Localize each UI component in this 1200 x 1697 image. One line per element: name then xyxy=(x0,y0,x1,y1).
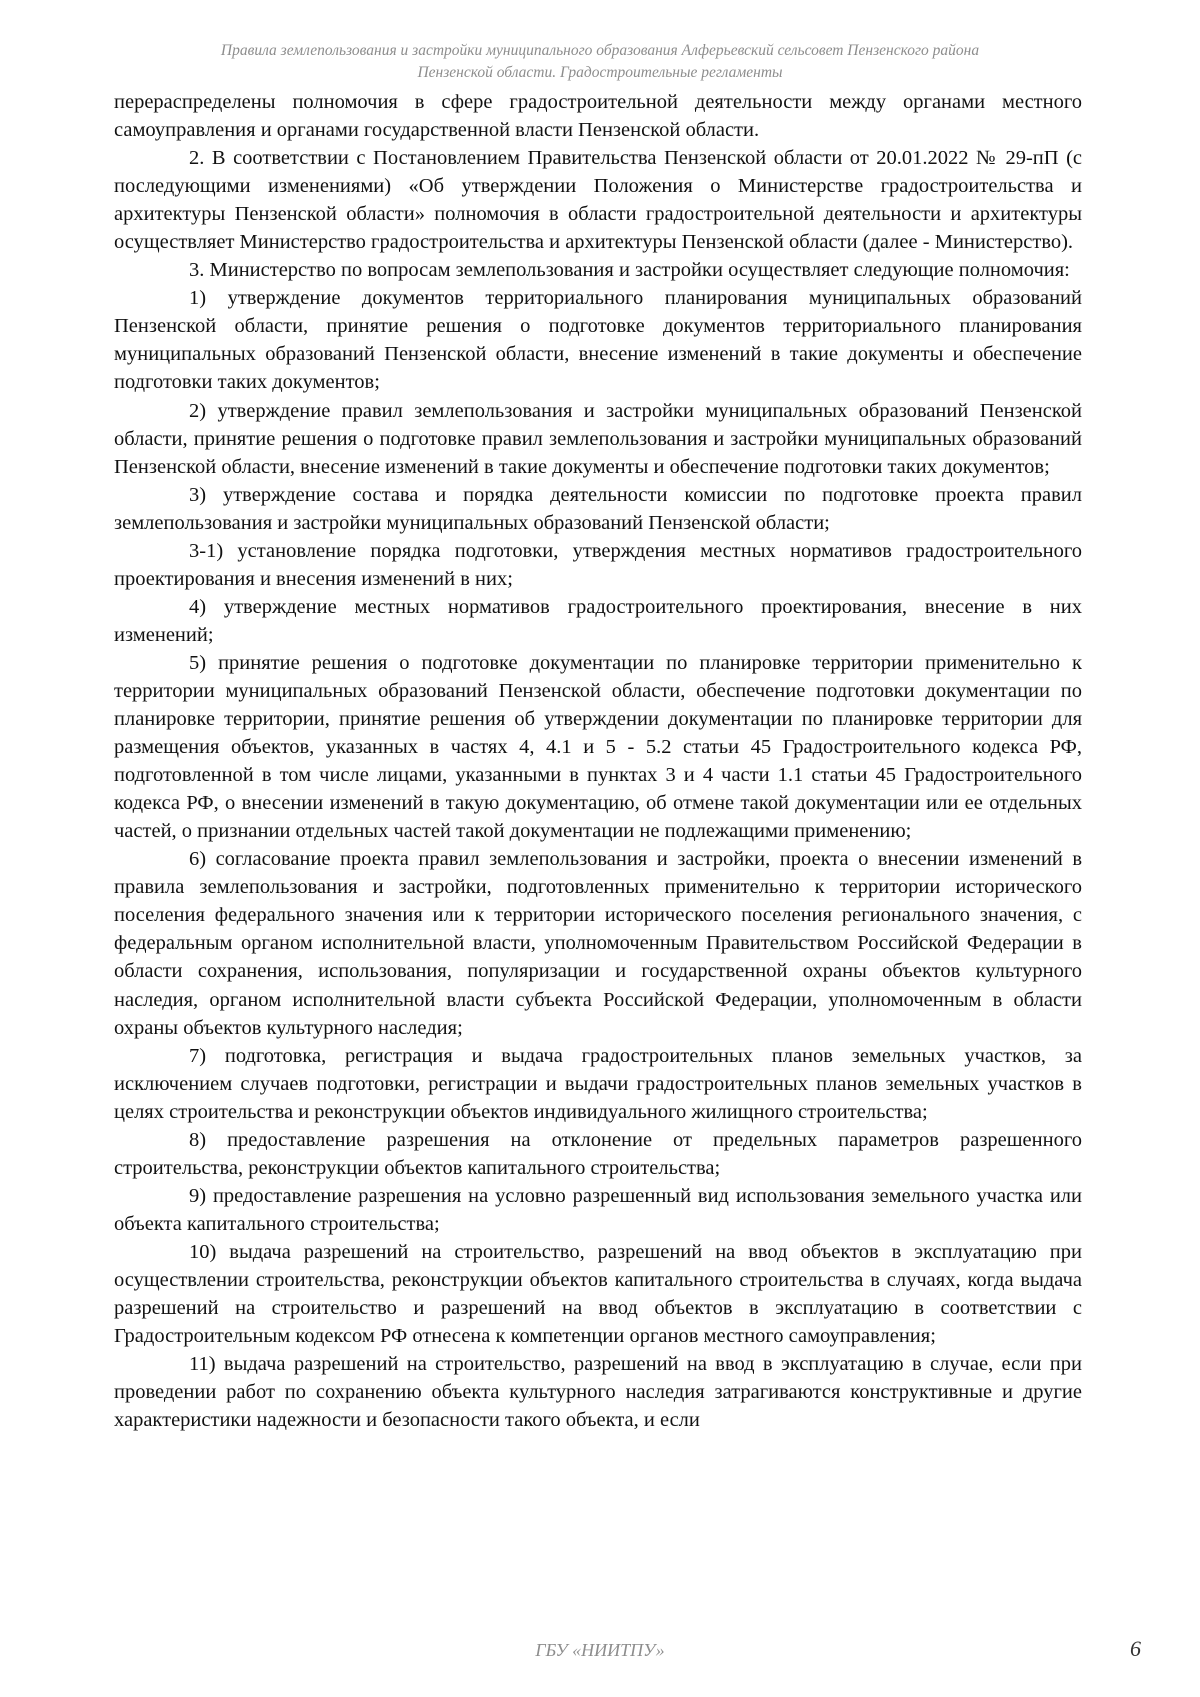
paragraph-item-2: 2. В соответствии с Постановлением Правительства Пензенской области от 20.01.2022 № 29-пП (с последующими изменениями) «Об утверждении Положения о Министерстве градостроительства и архитектуры Пензенской области» полномочия в области градостроительной деятельности и архитектуры осуществляет Министерство градостроительства и архитектуры Пензенской области (далее - Министерство). xyxy=(114,147,1082,254)
list-item-3-1: 3-1) установление порядка подготовки, утверждения местных нормативов градостроительного проектирования и внесения изменений в них; xyxy=(114,539,1082,590)
list-item-9: 9) предоставление разрешения на условно разрешенный вид использования земельного участка или объекта капитального строительства; xyxy=(114,1184,1082,1235)
header-line-2: Пензенской области. Градостроительные регламенты xyxy=(417,64,783,81)
list-item-7: 7) подготовка, регистрация и выдача градостроительных планов земельных участков, за исключением случаев подготовки, регистрации и выдачи градостроительных планов земельных участков в целях строительства и реконструкции объектов индивидуального жилищного строительства; xyxy=(114,1044,1082,1123)
paragraph-item-3: 3. Министерство по вопросам землепользования и застройки осуществляет следующие полномочия: xyxy=(189,259,1070,282)
list-item-10: 10) выдача разрешений на строительство, разрешений на ввод объектов в эксплуатацию при осуществлении строительства, реконструкции объектов капитального строительства в случаях, когда выдача разрешений на строительство и разрешений на ввод объектов в эксплуатацию в соответствии с Градостроительным кодексом РФ отнесена к компетенции органов местного самоуправления; xyxy=(114,1240,1082,1348)
footer-organization: ГБУ «НИИТПУ» xyxy=(535,1640,665,1660)
list-item-2: 2) утверждение правил землепользования и застройки муниципальных образований Пензенской области, принятие решения о подготовке правил землепользования и застройки муниципальных образований Пензенской области, внесение изменений в такие документы и обеспечение подготовки таких документов; xyxy=(114,399,1082,478)
paragraph-continuation: перераспределены полномочия в сфере градостроительной деятельности между органами местного самоуправления и органами государственной власти Пензенской области. xyxy=(114,91,1082,142)
list-item-4: 4) утверждение местных нормативов градостроительного проектирования, внесение в них изменений; xyxy=(114,595,1082,646)
document-body xyxy=(114,88,1082,1434)
header-line-1: Правила землепользования и застройки муниципального образования Алферьевский сельсовет Пензенского района xyxy=(220,42,980,59)
list-item-5: 5) принятие решения о подготовке документации по планировке территории применительно к территории муниципальных образований Пензенской области, обеспечение подготовки документации по планировке территории, принятие решения об утверждении документации по планировке территории для размещения объектов, указанных в частях 4, 4.1 и 5 - 5.2 статьи 45 Градостроительного кодекса РФ, подготовленной в том числе лицами, указанными в пунктах 3 и 4 части 1.1 статьи 45 Градостроительного кодекса РФ, о внесении изменений в такую документацию, об отмене такой документации или ее отдельных частей, о признании отдельных частей такой документации не подлежащими применению; xyxy=(114,651,1082,843)
list-item-8: 8) предоставление разрешения на отклонение от предельных параметров разрешенного строительства, реконструкции объектов капитального строительства; xyxy=(114,1128,1082,1179)
page-number: 6 xyxy=(1130,1636,1141,1661)
list-item-3: 3) утверждение состава и порядка деятельности комиссии по подготовке проекта правил землепользования и застройки муниципальных образований Пензенской области; xyxy=(114,483,1082,534)
list-item-11: 11) выдача разрешений на строительство, разрешений на ввод в эксплуатацию в случае, если при проведении работ по сохранению объекта культурного наследия затрагиваются конструктивные и другие характеристики надежности и безопасности такого объекта, и если xyxy=(114,1353,1082,1432)
list-item-6: 6) согласование проекта правил землепользования и застройки, проекта о внесении изменений в правила землепользования и застройки, подготовленных применительно к территории исторического поселения федерального значения или к территории исторического поселения регионального значения, с федеральным органом исполнительной власти, уполномоченным Правительством Российской Федерации в области сохранения, использования, популяризации и государственной охраны объектов культурного наследия, органом исполнительной власти субъекта Российской Федерации, уполномоченным в области охраны объектов культурного наследия; xyxy=(114,848,1082,1039)
running-header xyxy=(120,40,1080,84)
list-item-1: 1) утверждение документов территориального планирования муниципальных образований Пензенской области, принятие решения о подготовке документов территориального планирования муниципальных образований Пензенской области, внесение изменений в такие документы и обеспечение подготовки таких документов; xyxy=(114,287,1082,394)
